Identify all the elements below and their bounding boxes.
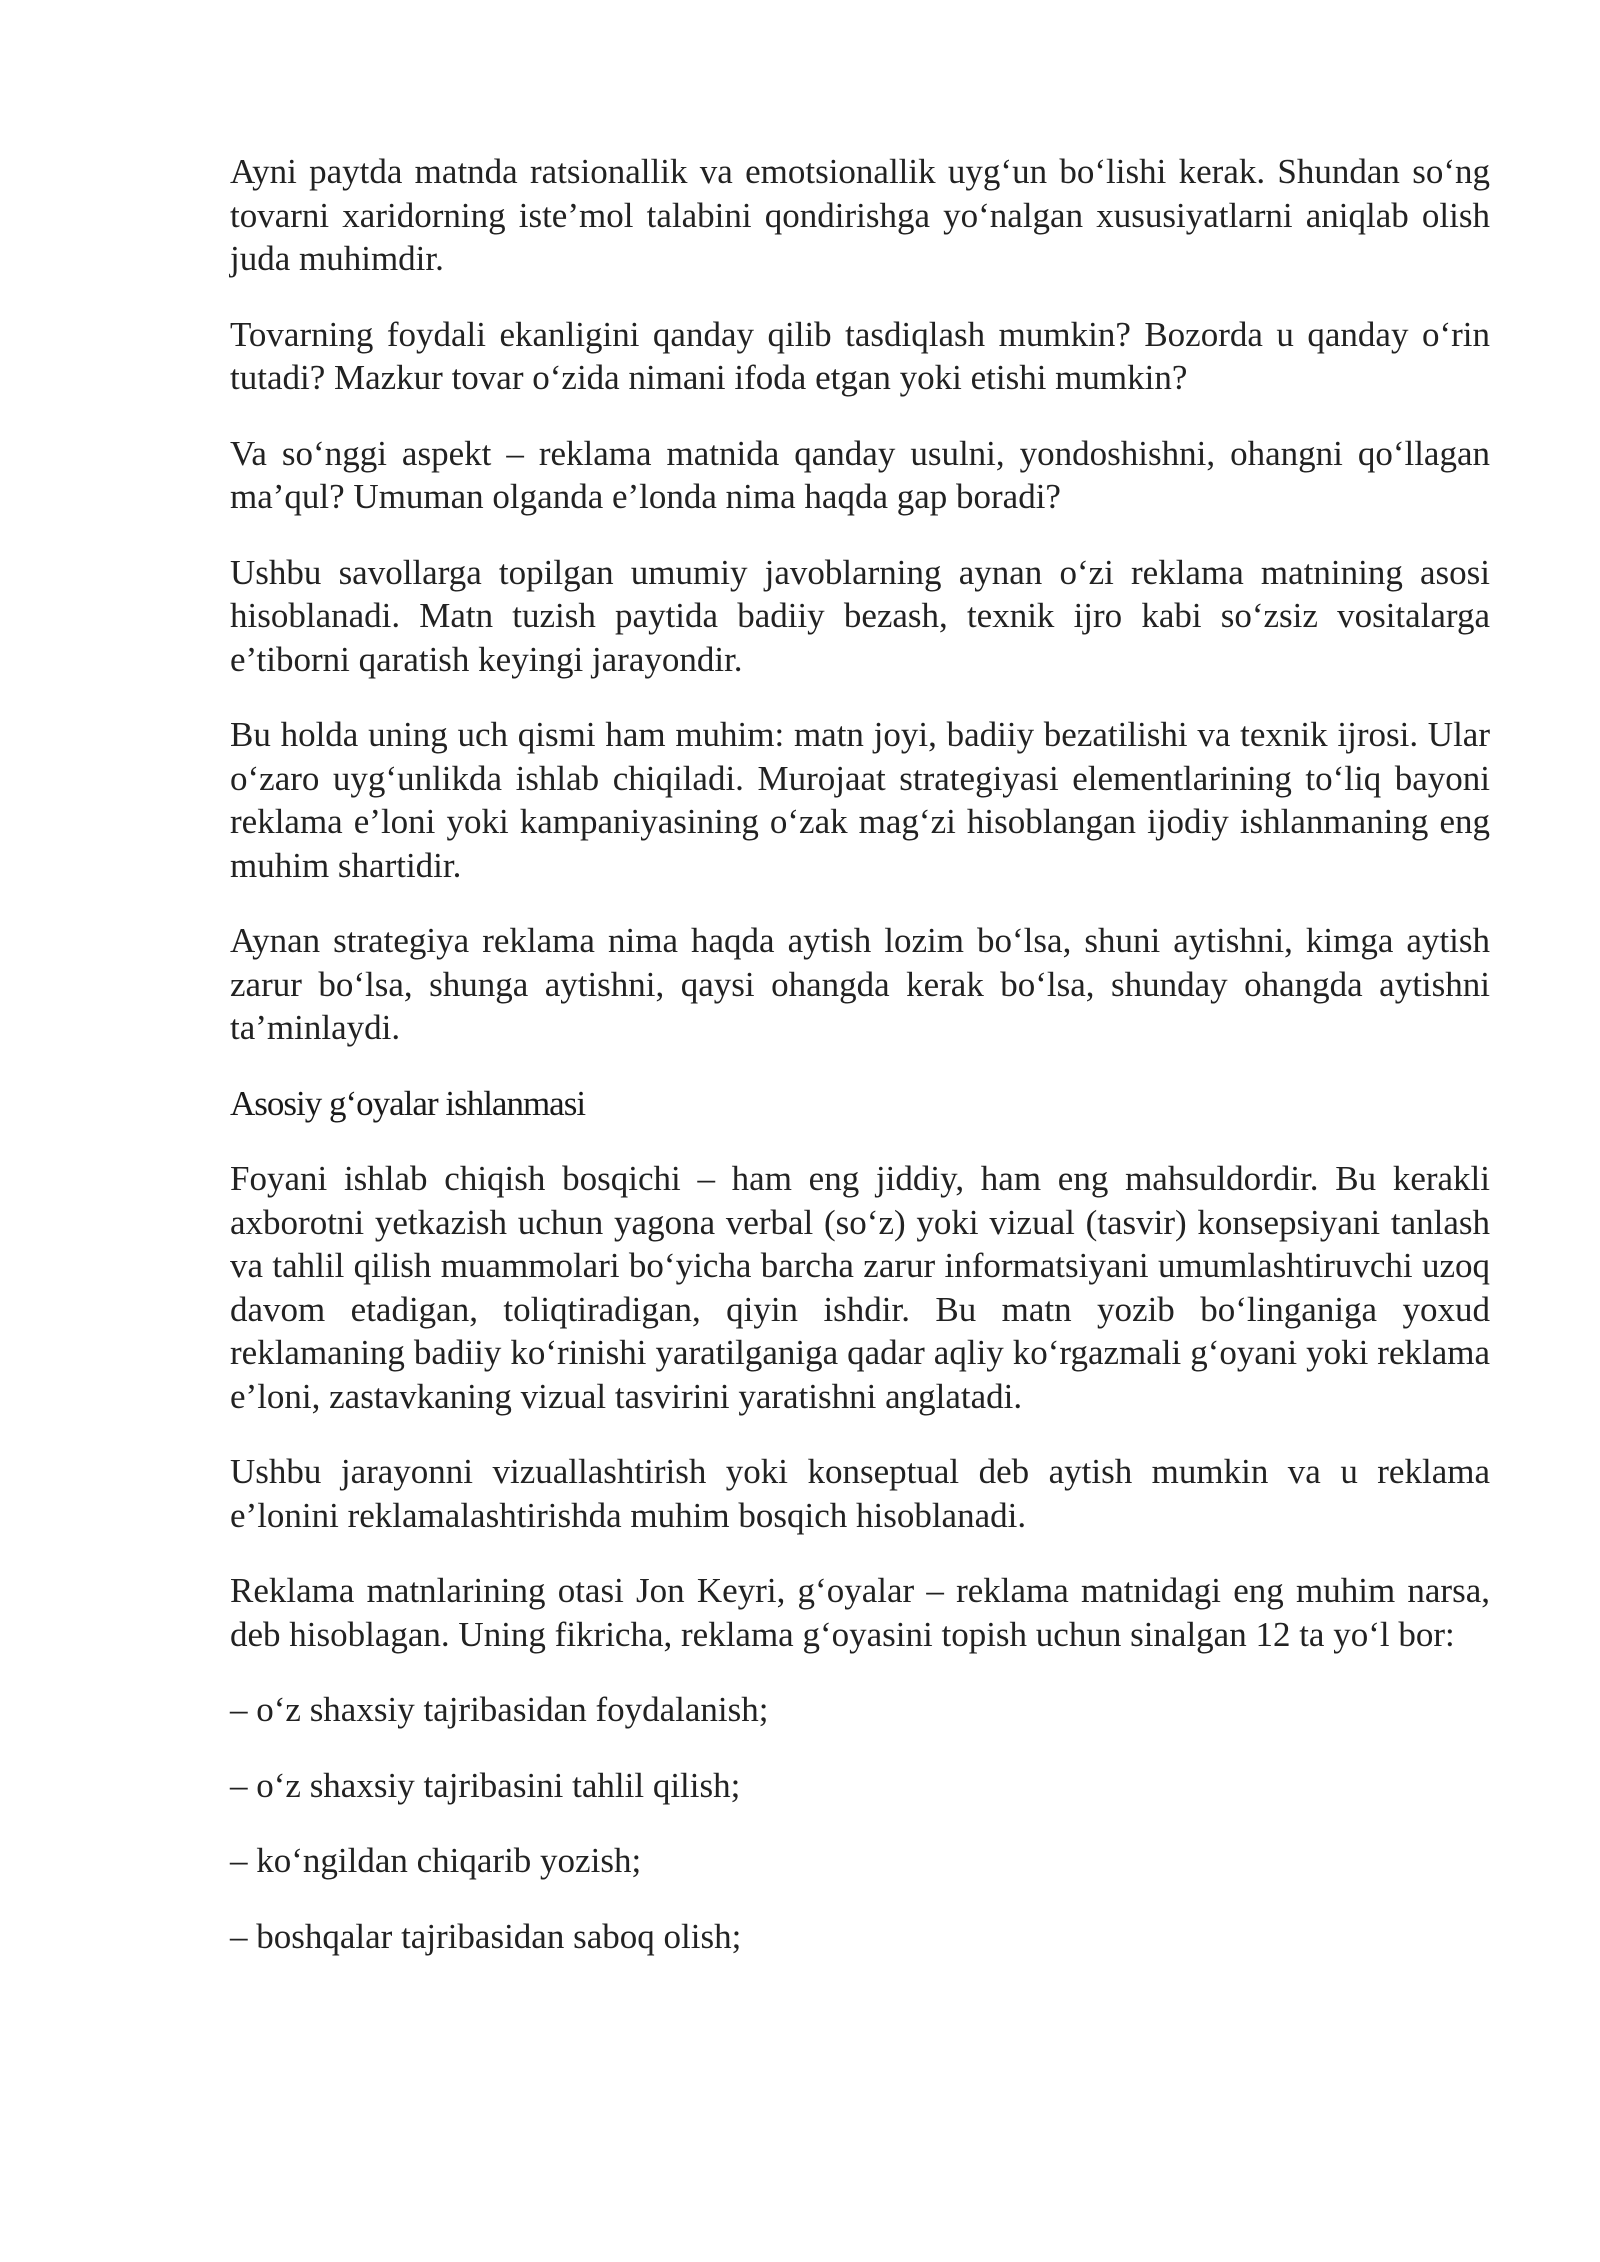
list-item: – o‘z shaxsiy tajribasidan foydalanish; bbox=[230, 1690, 769, 1729]
paragraph: Foyani ishlab chiqish bosqichi – ham eng jiddiy, ham eng mahsuldordir. Bu kerakli axborotni yetkazish uchun yagona verbal (so‘z) yoki vizual (tasvir) konsepsiyani tanlash va tahlil qilish muammolari bo‘yicha barcha zarur informatsiyani umumlashtiruvchi uzoq davom etadigan, toliqtiradigan, qiyin ishdir. Bu matn yozib bo‘linganiga yoxud reklamaning badiiy ko‘rinishi yaratilganiga qadar aqliy ko‘rgazmali g‘oyani yoki reklama e’loni, zastavkaning vizual tasvirini yaratishni anglatadi. bbox=[230, 1159, 1490, 1416]
list-item: – ko‘ngildan chiqarib yozish; bbox=[230, 1841, 642, 1880]
section-heading: Asosiy g‘oyalar ishlanmasi bbox=[230, 1083, 586, 1123]
document-page bbox=[230, 150, 1490, 1990]
list-item: – o‘z shaxsiy tajribasini tahlil qilish; bbox=[230, 1765, 741, 1805]
paragraph: Va so‘nggi aspekt – reklama matnida qanday usulni, yondoshishni, ohangni qo‘llagan ma’qul? Umuman olganda e’londa nima haqda gap boradi? bbox=[230, 433, 1490, 516]
paragraph: Tovarning foydali ekanligini qanday qilib tasdiqlash mumkin? Bozorda u qanday o‘rin tutadi? Mazkur tovar o‘zida nimani ifoda etgan yoki etishi mumkin? bbox=[230, 314, 1490, 397]
paragraph: Ushbu savollarga topilgan umumiy javoblarning aynan o‘zi reklama matnining asosi hisoblanadi. Matn tuzish paytida badiiy bezash, texnik ijro kabi so‘zsiz vositalarga e’tiborni qaratish keyingi jarayondir. bbox=[230, 552, 1490, 679]
paragraph: Ayni paytda matnda ratsionallik va emotsionallik uyg‘un bo‘lishi kerak. Shundan so‘ng tovarni xaridorning iste’mol talabini qondirishga yo‘nalgan xususiyatlarni aniqlab olish juda muhimdir. bbox=[230, 152, 1490, 278]
paragraph: Reklama matnlarining otasi Jon Keyri, g‘oyalar – reklama matnidagi eng muhim narsa, deb hisoblagan. Uning fikricha, reklama g‘oyasini topish uchun sinalgan 12 ta yo‘l bor: bbox=[230, 1571, 1490, 1654]
list-item: – boshqalar tajribasidan saboq olish; bbox=[230, 1916, 742, 1956]
paragraph: Ushbu jarayonni vizuallashtirish yoki konseptual deb aytish mumkin va u reklama e’lonini reklamalashtirishda muhim bosqich hisoblanadi. bbox=[230, 1452, 1490, 1535]
paragraph: Aynan strategiya reklama nima haqda aytish lozim bo‘lsa, shuni aytishni, kimga aytish zarur bo‘lsa, shunga aytishni, qaysi ohangda kerak bo‘lsa, shunday ohangda aytishni ta’minlaydi. bbox=[230, 921, 1490, 1047]
paragraph: Bu holda uning uch qismi ham muhim: matn joyi, badiiy bezatilishi va texnik ijrosi. Ular o‘zaro uyg‘unlikda ishlab chiqiladi. Murojaat strategiyasi elementlarining to‘liq bayoni reklama e’loni yoki kampaniyasining o‘zak mag‘zi hisoblangan ijodiy ishlanmaning eng muhim shartidir. bbox=[230, 715, 1490, 885]
